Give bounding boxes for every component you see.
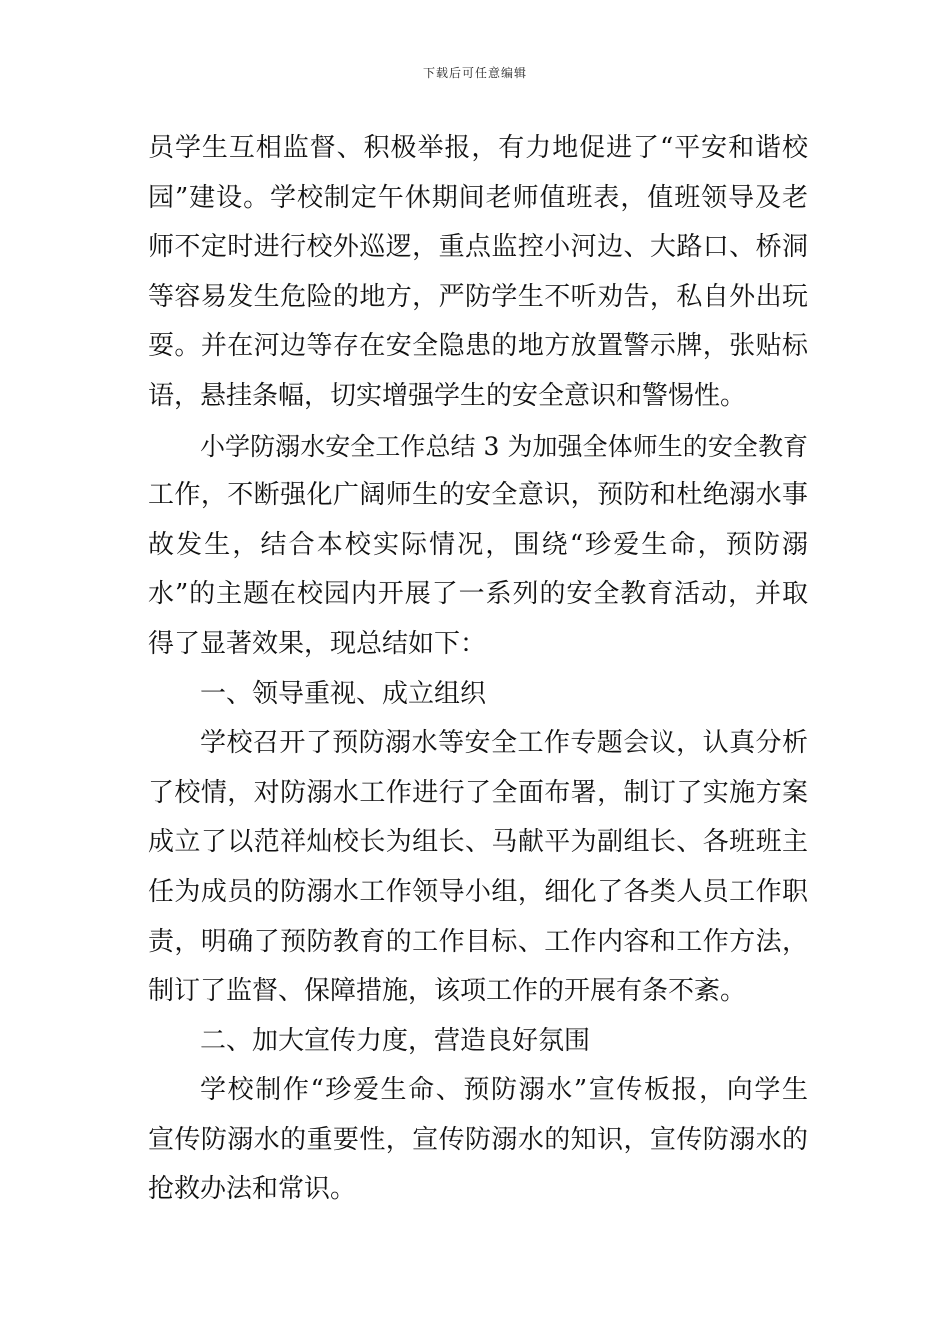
text-line: 园”建设。学校制定午休期间老师值班表，值班领导及老 — [148, 182, 808, 213]
text-line: 语，悬挂条幅，切实增强学生的安全意识和警惕性。 — [148, 380, 747, 411]
document-body — [148, 124, 808, 1215]
page-header-note: 下载后可任意编辑 — [422, 66, 527, 80]
text-line: 故发生，结合本校实际情况，围绕“珍爱生命，预防溺 — [148, 529, 808, 560]
text-line: 责，明确了预防教育的工作目标、工作内容和工作方法， — [148, 926, 808, 957]
text-line: 员学生互相监督、积极举报，有力地促进了“平安和谐校 — [148, 133, 808, 163]
text-line: 水”的主题在校园内开展了一系列的安全教育活动，并取 — [148, 579, 808, 610]
text-line: 制订了监督、保障措施，该项工作的开展有条不紊。 — [148, 976, 747, 1007]
text-line: 了校情，对防溺水工作进行了全面布署，制订了实施方案 — [148, 777, 808, 808]
section-heading: 二、加大宣传力度，营造良好氛围 — [200, 1025, 591, 1056]
text-line: 学校召开了预防溺水等安全工作专题会议，认真分析 — [200, 728, 808, 759]
text-line: 耍。并在河边等存在安全隐患的地方放置警示牌，张贴标 — [148, 331, 808, 362]
text-line: 成立了以范祥灿校长为组长、马献平为副组长、各班班主 — [148, 827, 808, 858]
text-line: 宣传防溺水的重要性，宣传防溺水的知识，宣传防溺水的 — [148, 1124, 808, 1155]
text-line: 等容易发生危险的地方，严防学生不听劝告，私自外出玩 — [148, 281, 808, 312]
text-line: 抢救办法和常识。 — [148, 1174, 357, 1205]
text-line: 任为成员的防溺水工作领导小组，细化了各类人员工作职 — [148, 876, 808, 907]
text-line: 工作，不断强化广阔师生的安全意识，预防和杜绝溺水事 — [148, 480, 808, 511]
text-line: 学校制作“珍爱生命、预防溺水”宣传板报，向学生 — [200, 1075, 808, 1106]
text-line: 得了显著效果，现总结如下： — [148, 628, 487, 659]
text-line: 师不定时进行校外巡逻，重点监控小河边、大路口、桥洞 — [148, 232, 808, 263]
section-heading: 一、领导重视、成立组织 — [200, 678, 487, 709]
text-line: 小学防溺水安全工作总结 3 为加强全体师生的安全教育 — [200, 431, 808, 461]
